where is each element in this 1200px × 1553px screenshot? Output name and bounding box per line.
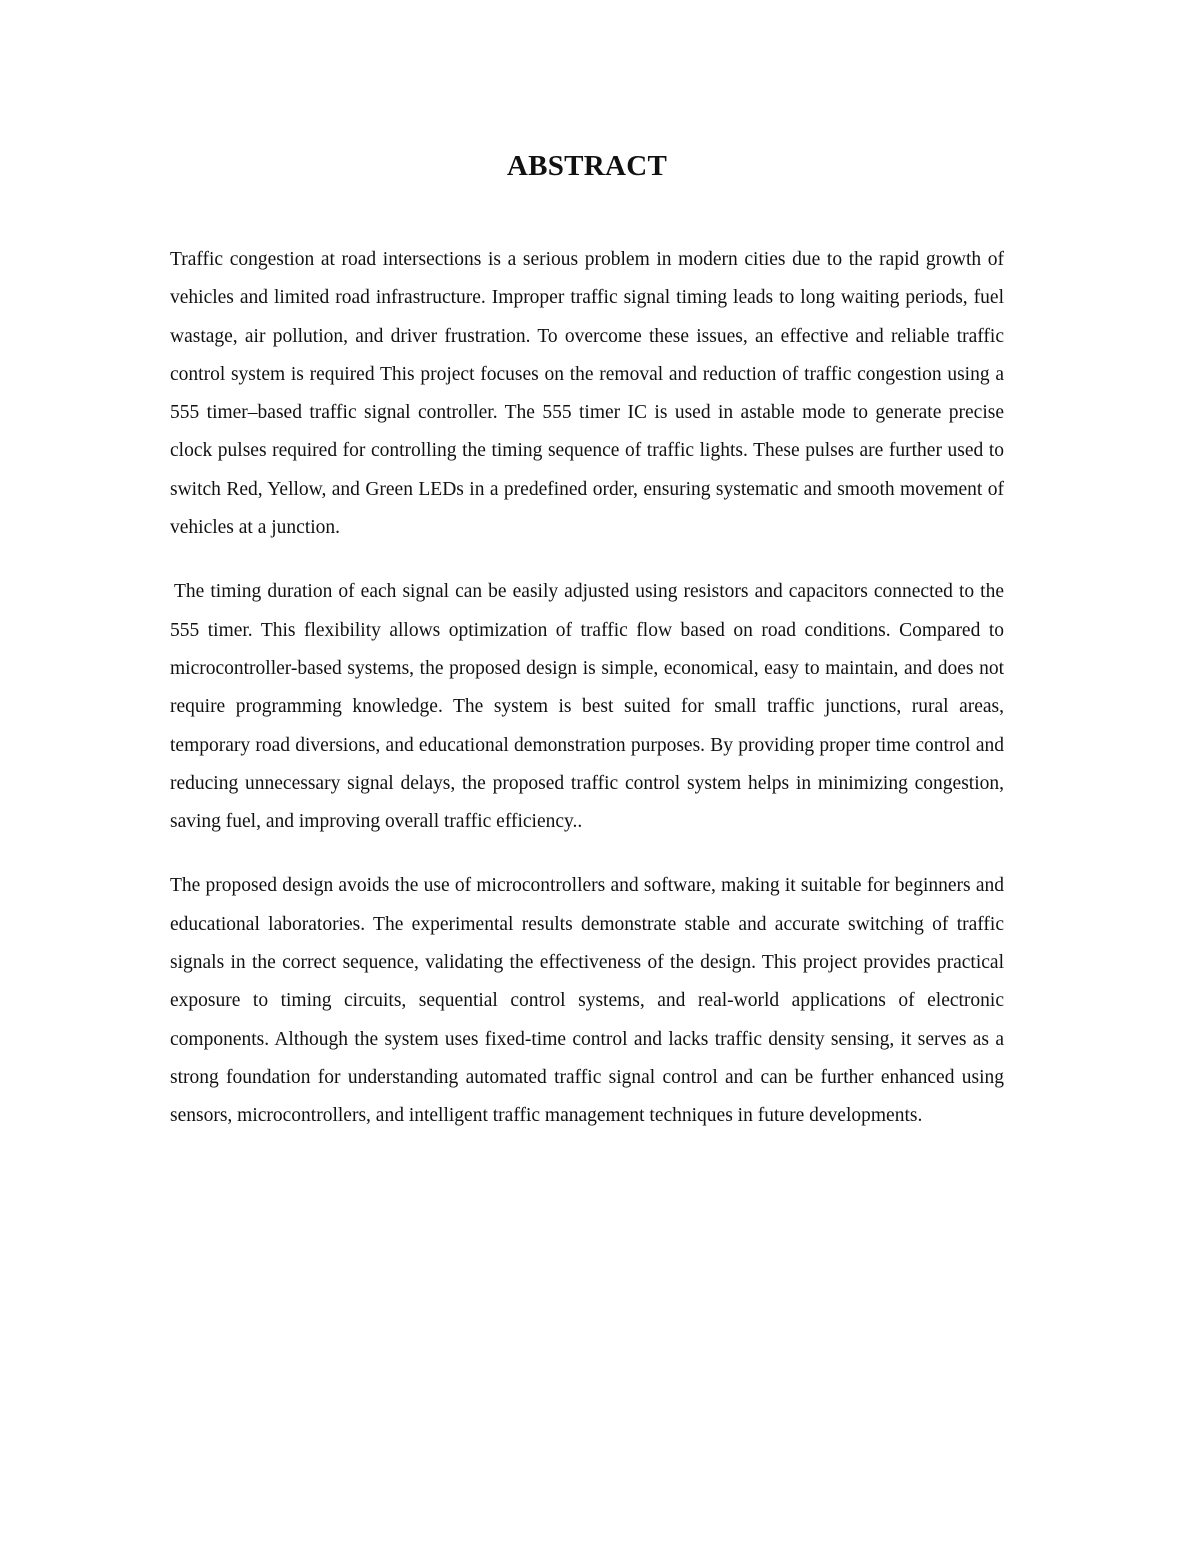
abstract-paragraph-2: The timing duration of each signal can be easily adjusted using resistors and capacitors connected to the 555 timer. This flexibility allows optimization of traffic flow based on road conditions. Compared to microcontroller-based systems, the proposed design is simple, economical, easy to maintain, and does not require programming knowledge. The system is best suited for small traffic junctions, rural areas, temporary road diversions, and educational demonstration purposes. By providing proper time control and reducing unnecessary signal delays, the proposed traffic control system helps in minimizing congestion, saving fuel, and improving overall traffic efficiency.. bbox=[170, 581, 1004, 833]
abstract-paragraph-1: Traffic congestion at road intersections is a serious problem in modern cities due to the rapid growth of vehicles and limited road infrastructure. Improper traffic signal timing leads to long waiting periods, fuel wastage, air pollution, and driver frustration. To overcome these issues, an effective and reliable traffic control system is required This project focuses on the removal and reduction of traffic congestion using a 555 timer–based traffic signal controller. The 555 timer IC is used in astable mode to generate precise clock pulses required for controlling the timing sequence of traffic lights. These pulses are further used to switch Red, Yellow, and Green LEDs in a predefined order, ensuring systematic and smooth movement of vehicles at a junction. bbox=[170, 249, 1004, 539]
page-title: ABSTRACT bbox=[506, 150, 668, 182]
document-page bbox=[170, 150, 1004, 1162]
abstract-paragraph-3: The proposed design avoids the use of microcontrollers and software, making it suitable for beginners and educational laboratories. The experimental results demonstrate stable and accurate switching of traffic signals in the correct sequence, validating the effectiveness of the design. This project provides practical exposure to timing circuits, sequential control systems, and real-world applications of electronic components. Although the system uses fixed-time control and lacks traffic density sensing, it serves as a strong foundation for understanding automated traffic signal control and can be further enhanced using sensors, microcontrollers, and intelligent traffic management techniques in future developments. bbox=[170, 875, 1004, 1127]
